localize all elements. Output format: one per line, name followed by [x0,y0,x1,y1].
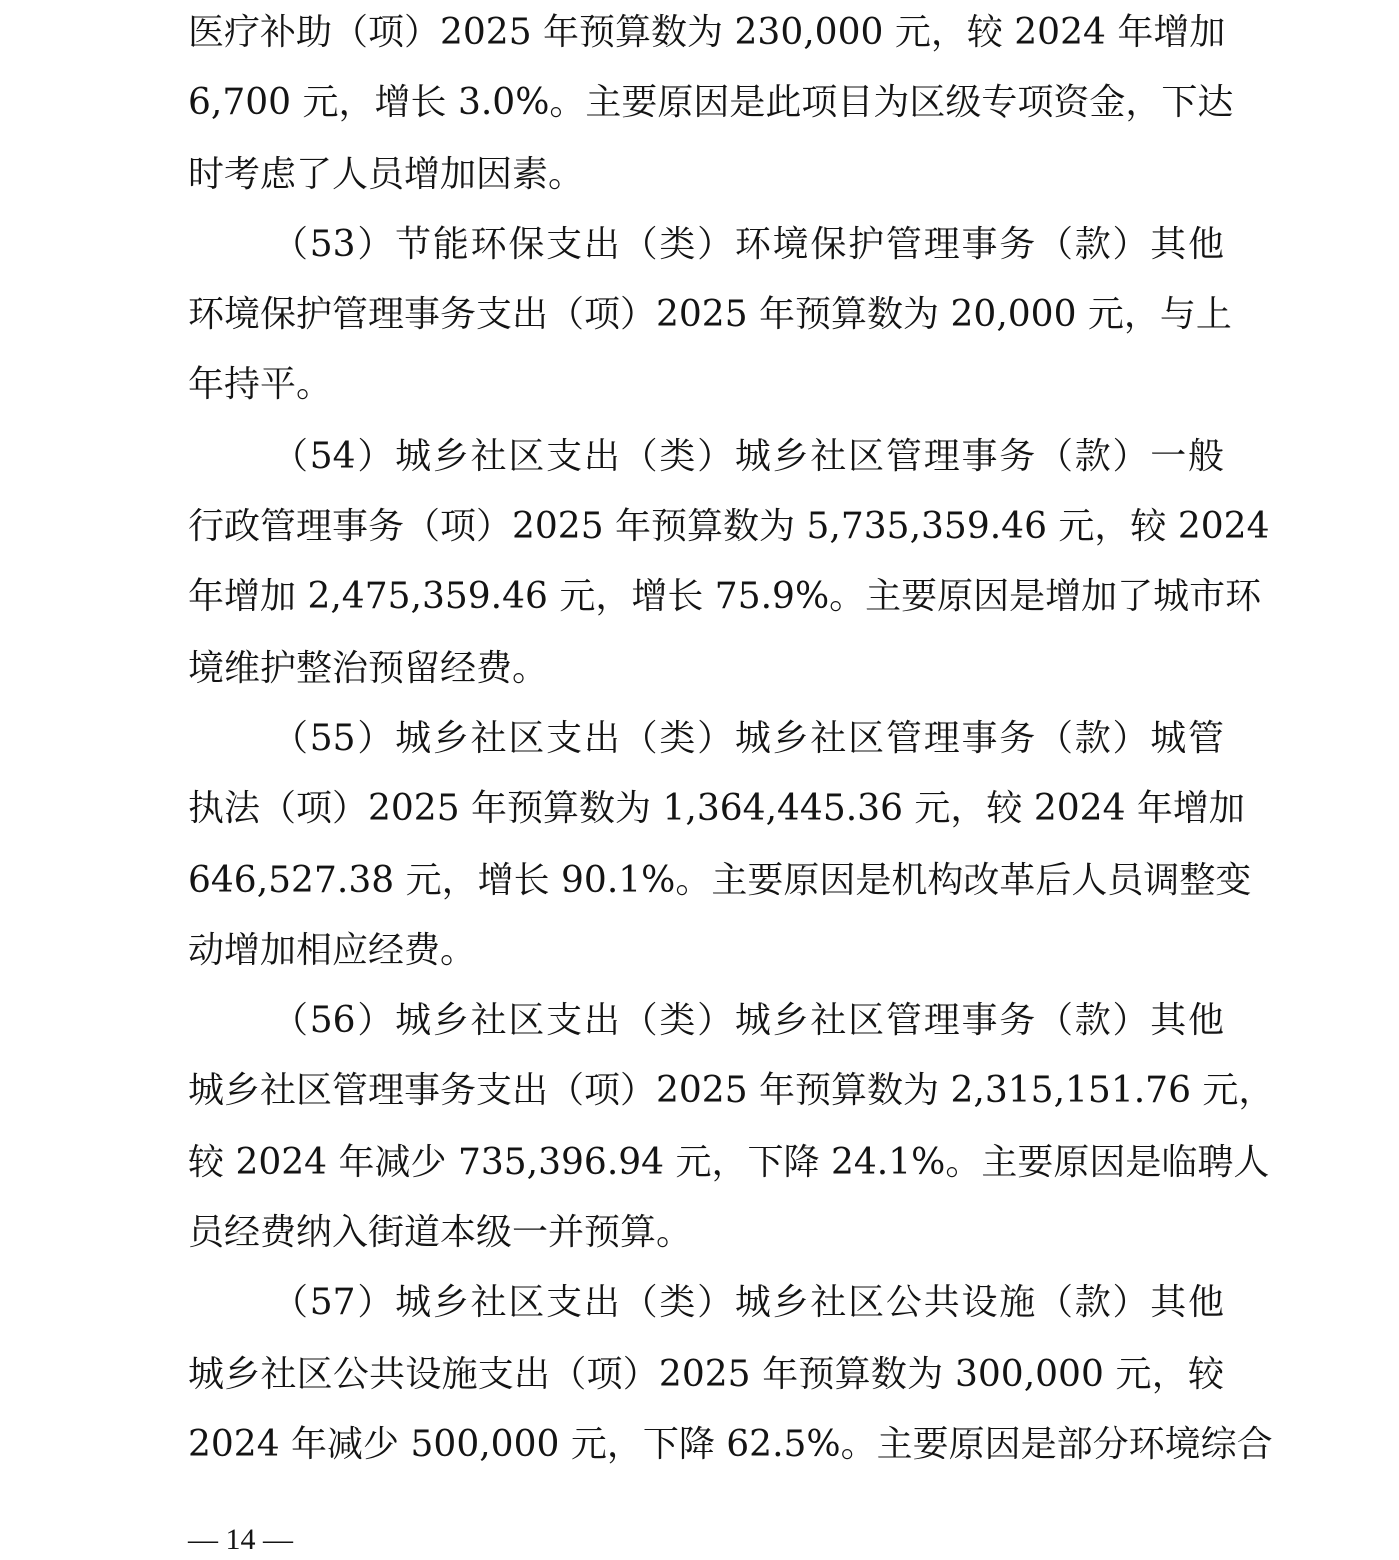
text-line: 城乡社区公共设施支出（项）2025 年预算数为 300,000 元，较 [188,1354,1224,1395]
paragraph-start-line: （56）城乡社区支出（类）城乡社区管理事务（款）其他 [272,1000,1224,1041]
text-line: 行政管理事务（项）2025 年预算数为 5,735,359.46 元，较 2024 [188,506,1270,547]
text-line: 年增加 2,475,359.46 元，增长 75.9%。主要原因是增加了城市环 [188,576,1262,617]
text-line: 2024 年减少 500,000 元，下降 62.5%。主要原因是部分环境综合 [188,1424,1273,1465]
text-line: 境维护整治预留经费。 [188,648,549,689]
text-line: 动增加相应经费。 [188,930,477,971]
text-line: 员经费纳入街道本级一并预算。 [188,1212,693,1253]
text-line: 环境保护管理事务支出（项）2025 年预算数为 20,000 元，与上 [188,294,1232,335]
text-line: 执法（项）2025 年预算数为 1,364,445.36 元，较 2024 年增加 [188,788,1245,829]
paragraph-start-line: （55）城乡社区支出（类）城乡社区管理事务（款）城管 [272,718,1224,759]
paragraph-start-line: （54）城乡社区支出（类）城乡社区管理事务（款）一般 [272,436,1224,477]
text-line: 医疗补助（项）2025 年预算数为 230,000 元，较 2024 年增加 [188,12,1226,53]
text-line: 年持平。 [188,364,333,405]
text-line: 较 2024 年减少 735,396.94 元，下降 24.1%。主要原因是临聘人 [188,1142,1270,1183]
page-number: — 14 — [188,1523,293,1556]
paragraph-start-line: （53）节能环保支出（类）环境保护管理事务（款）其他 [272,224,1224,265]
paragraph-start-line: （57）城乡社区支出（类）城乡社区公共设施（款）其他 [272,1282,1224,1323]
text-line: 城乡社区管理事务支出（项）2025 年预算数为 2,315,151.76 元， [188,1070,1275,1111]
text-line: 646,527.38 元，增长 90.1%。主要原因是机构改革后人员调整变 [188,860,1252,901]
text-line: 时考虑了人员增加因素。 [188,154,585,195]
text-line: 6,700 元，增长 3.0%。主要原因是此项目为区级专项资金，下达 [188,82,1234,123]
